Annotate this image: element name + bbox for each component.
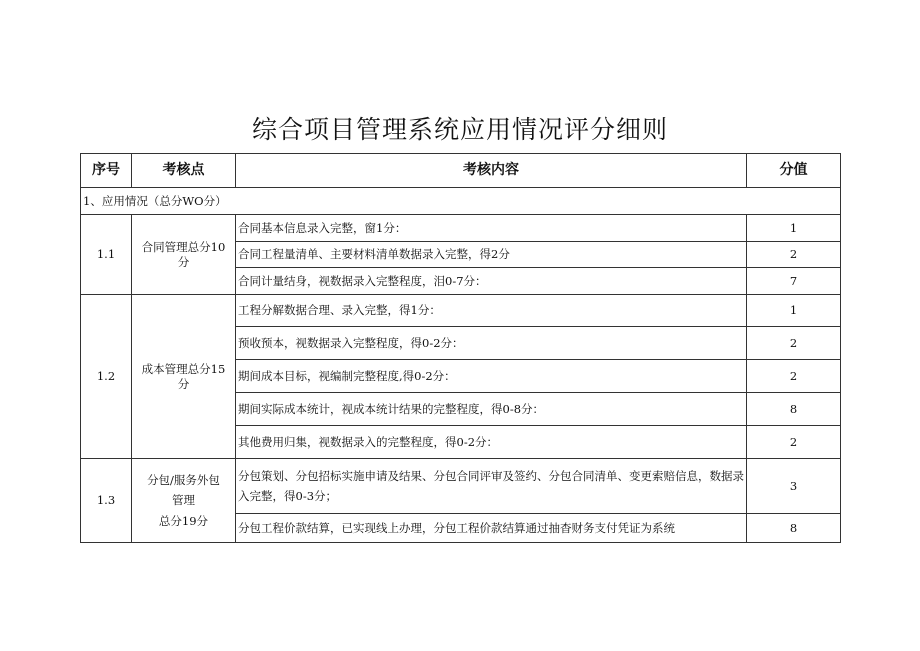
- header-point: 考核点: [132, 154, 236, 188]
- item-score: 8: [747, 393, 841, 426]
- section-label: 1、应用情况（总分WO分）: [81, 188, 841, 215]
- group-number: 1.3: [81, 459, 132, 543]
- header-score: 分值: [747, 154, 841, 188]
- item-score: 1: [747, 295, 841, 327]
- item-score: 2: [747, 242, 841, 268]
- group-number: 1.2: [81, 295, 132, 459]
- scoring-table: [80, 153, 841, 543]
- item-content: 合同工程量清单、主要材料清单数据录入完整，得2分: [236, 242, 747, 268]
- group-point: [132, 295, 236, 459]
- document-title: 综合项目管理系统应用情况评分细则: [251, 115, 668, 144]
- group-number: 1.1: [81, 215, 132, 295]
- item-content: 其他费用归集，视数据录入的完整程度，得0-2分：: [236, 426, 747, 459]
- item-content: 合同基本信息录入完整，窗1分：: [236, 215, 747, 242]
- table-row: [81, 459, 841, 514]
- group-point: [132, 215, 236, 295]
- item-content: 期间成本目标，视编制完整程度,得0-2分：: [236, 360, 747, 393]
- group-point-line: 分包/服务外包: [147, 473, 220, 488]
- header-row: [81, 154, 841, 188]
- item-score: 2: [747, 426, 841, 459]
- item-score: 2: [747, 360, 841, 393]
- item-score: 1: [747, 215, 841, 242]
- item-content: 期间实际成本统计，视成本统计结果的完整程度，得0-8分：: [236, 393, 747, 426]
- group-point-text: 合同管理总分10分: [141, 239, 226, 269]
- group-point-line: 管理: [172, 493, 195, 508]
- table-row: [81, 215, 841, 242]
- item-score: 7: [747, 268, 841, 295]
- item-content: 预收预本，视数据录入完整程度，得0-2分：: [236, 327, 747, 360]
- item-score: 8: [747, 514, 841, 543]
- section-row: [81, 188, 841, 215]
- group-point-line: 总分19分: [158, 513, 209, 528]
- item-content: 合同计量结身，视数据录入完整程度，泪0-7分：: [236, 268, 747, 295]
- table-row: [81, 295, 841, 327]
- item-score: 2: [747, 327, 841, 360]
- header-content: 考核内容: [236, 154, 747, 188]
- group-point: [132, 459, 236, 543]
- item-content: 工程分解数据合理、录入完整，得1分：: [236, 295, 747, 327]
- item-score: 3: [747, 459, 841, 514]
- group-point-text: 成本管理总分15分: [141, 361, 226, 391]
- item-content: 分包策划、分包招标实施申请及结果、分包合同评审及签约、分包合同清单、变更索赔信息，数据录入完整，得0-3分；: [236, 459, 747, 514]
- header-seq: 序号: [81, 154, 132, 188]
- item-content: 分包工程价款结算，已实现线上办理，分包工程价款结算通过抽杳财务支付凭证为系统: [236, 514, 747, 543]
